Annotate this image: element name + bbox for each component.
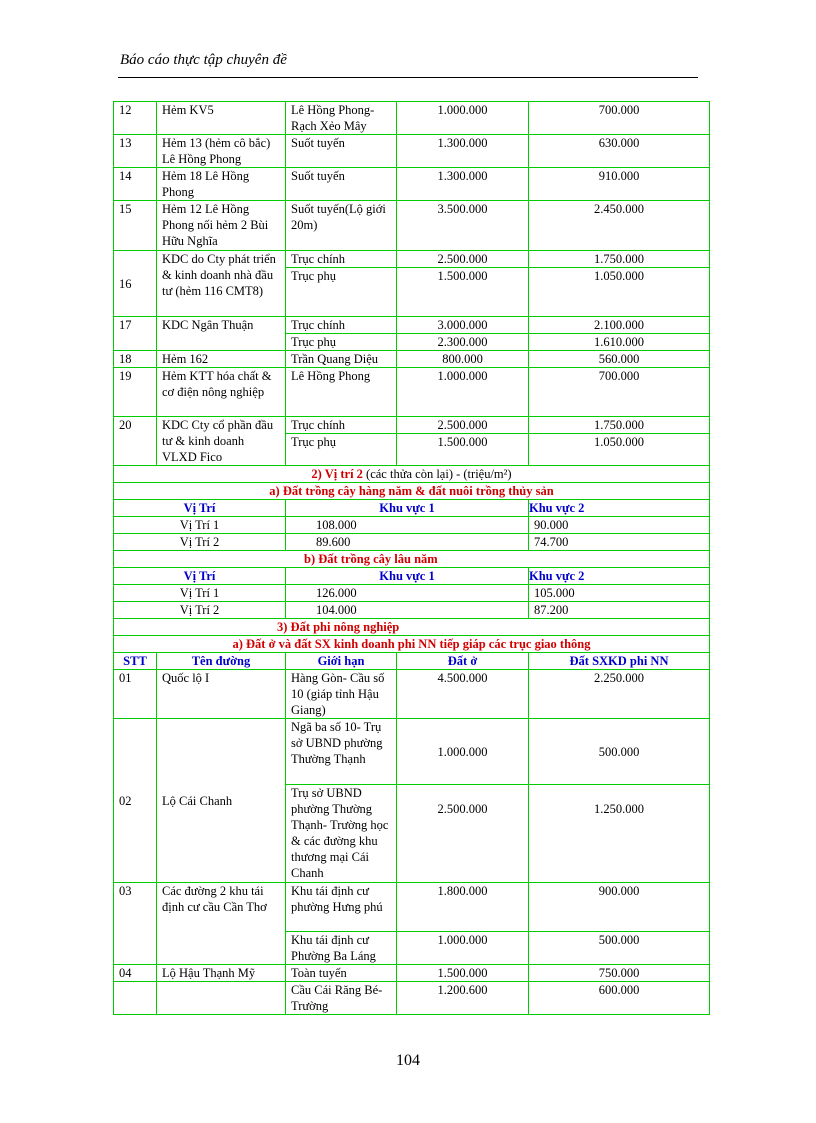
stt-cell: 04 [114,965,157,982]
position-cell: Vị Trí 2 [114,534,286,551]
residential-price-cell: 2.500.000 [397,785,529,883]
stt-cell: 18 [114,351,157,368]
business-price-cell: 900.000 [529,883,710,932]
stt-cell [114,982,157,1015]
zone1-cell: 89.600 [286,534,529,551]
street-cell: Quốc lộ I [157,670,286,719]
subsection-heading: a) Đất ở và đất SX kinh doanh phi NN tiếp giáp các trục giao thông [114,636,710,653]
table-header-row [114,653,710,670]
table-row [114,251,710,268]
running-header: Báo cáo thực tập chuyên đề [120,52,287,68]
limit-cell: Ngã ba số 10- Trụ sở UBND phường Thường Thạnh [286,719,397,785]
section-heading: 3) Đất phi nông nghiệp [114,619,710,636]
table-row [114,351,710,368]
limit-cell: Hàng Gòn- Cầu số 10 (giáp tỉnh Hậu Giang) [286,670,397,719]
residential-price-cell: 800.000 [397,351,529,368]
residential-price-cell: 1.300.000 [397,168,529,201]
street-cell: Hẻm KTT hóa chất & cơ điện nông nghiệp [157,368,286,417]
zone1-cell: 104.000 [286,602,529,619]
stt-cell: 02 [114,719,157,883]
business-price-cell: 750.000 [529,965,710,982]
limit-cell: Trần Quang Diệu [286,351,397,368]
business-price-cell: 1.750.000 [529,417,710,434]
section-title: 2) Vị trí 2 [311,467,363,481]
street-cell: Hẻm KV5 [157,102,286,135]
zone2-cell: 90.000 [529,517,710,534]
position-cell: Vị Trí 1 [114,517,286,534]
business-price-cell: 560.000 [529,351,710,368]
zone2-cell: 87.200 [529,602,710,619]
business-price-cell: 2.100.000 [529,317,710,334]
residential-price-cell: 1.500.000 [397,965,529,982]
residential-price-cell: 1.500.000 [397,434,529,466]
business-price-cell: 2.450.000 [529,201,710,251]
column-header: Vị Trí [114,568,286,585]
residential-price-cell: 1.800.000 [397,883,529,932]
business-price-cell: 630.000 [529,135,710,168]
table-row [114,135,710,168]
column-header: Khu vực 2 [529,500,710,517]
business-price-cell: 910.000 [529,168,710,201]
section-note: (các thửa còn lại) - (triệu/m²) [366,467,512,481]
residential-price-cell: 1.500.000 [397,268,529,317]
column-header: Vị Trí [114,500,286,517]
column-header: Khu vực 1 [286,500,529,517]
residential-price-cell: 1.300.000 [397,135,529,168]
limit-cell: Cầu Cái Răng Bé- Trường [286,982,397,1015]
business-price-cell: 1.750.000 [529,251,710,268]
limit-cell: Khu tái định cư phường Hưng phú [286,883,397,932]
limit-cell: Lê Hồng Phong [286,368,397,417]
business-price-cell: 1.050.000 [529,434,710,466]
street-cell: Hẻm 13 (hẻm cô bắc) Lê Hồng Phong [157,135,286,168]
land-price-table [113,101,710,1015]
limit-cell: Toàn tuyến [286,965,397,982]
table-row [114,317,710,334]
business-price-cell: 1.610.000 [529,334,710,351]
table-row [114,368,710,417]
section-heading [114,466,710,483]
residential-price-cell: 1.000.000 [397,368,529,417]
table-row [114,883,710,932]
zone2-cell: 105.000 [529,585,710,602]
column-header: Khu vực 2 [529,568,710,585]
residential-price-cell: 2.300.000 [397,334,529,351]
table-row [114,982,710,1015]
limit-cell: Trục chính [286,317,397,334]
subsection-heading-row [114,551,710,568]
zone1-cell: 126.000 [286,585,529,602]
business-price-cell: 1.250.000 [529,785,710,883]
residential-price-cell: 1.200.600 [397,982,529,1015]
stt-cell: 15 [114,201,157,251]
stt-cell: 16 [114,251,157,317]
limit-cell: Trục phụ [286,268,397,317]
limit-cell: Suốt tuyến [286,168,397,201]
stt-cell: 17 [114,317,157,351]
residential-price-cell: 2.500.000 [397,251,529,268]
column-header: Khu vực 1 [286,568,529,585]
residential-price-cell: 3.000.000 [397,317,529,334]
residential-price-cell: 1.000.000 [397,719,529,785]
table-row [114,670,710,719]
zone2-cell: 74.700 [529,534,710,551]
limit-cell: Trục chính [286,417,397,434]
street-cell: KDC Cty cổ phần đầu tư & kinh doanh VLXD Fico [157,417,286,466]
zone1-cell: 108.000 [286,517,529,534]
stt-cell: 12 [114,102,157,135]
limit-cell: Trụ sở UBND phường Thường Thạnh- Trường học & các đường khu thương mại Cái Chanh [286,785,397,883]
residential-price-cell: 1.000.000 [397,932,529,965]
page-number: 104 [396,1052,420,1069]
stt-cell: 19 [114,368,157,417]
limit-cell: Suốt tuyến(Lộ giới 20m) [286,201,397,251]
street-cell: Lộ Hậu Thạnh Mỹ [157,965,286,982]
business-price-cell: 700.000 [529,102,710,135]
table-row [114,417,710,434]
column-header: Tên đường [157,653,286,670]
street-cell [157,982,286,1015]
residential-price-cell: 4.500.000 [397,670,529,719]
position-cell: Vị Trí 2 [114,602,286,619]
column-header: Đất SXKD phi NN [529,653,710,670]
position-cell: Vị Trí 1 [114,585,286,602]
limit-cell: Trục phụ [286,334,397,351]
section-heading-row [114,466,710,483]
stt-cell: 13 [114,135,157,168]
subsection-heading-row [114,483,710,500]
limit-cell: Khu tái định cư Phường Ba Láng [286,932,397,965]
street-cell: Hẻm 162 [157,351,286,368]
street-cell: Hẻm 18 Lê Hồng Phong [157,168,286,201]
table-row [114,965,710,982]
business-price-cell: 500.000 [529,719,710,785]
subsection-heading: b) Đất trồng cây lâu năm [114,551,710,568]
stt-cell: 03 [114,883,157,965]
column-header: Đất ở [397,653,529,670]
column-header: STT [114,653,157,670]
table-row [114,719,710,785]
business-price-cell: 600.000 [529,982,710,1015]
business-price-cell: 500.000 [529,932,710,965]
street-cell: Lộ Cái Chanh [157,719,286,883]
residential-price-cell: 3.500.000 [397,201,529,251]
business-price-cell: 2.250.000 [529,670,710,719]
residential-price-cell: 1.000.000 [397,102,529,135]
table-row [114,517,710,534]
column-header: Giới hạn [286,653,397,670]
table-header-row [114,568,710,585]
subsection-heading: a) Đất trồng cây hàng năm & đất nuôi trồng thủy sản [114,483,710,500]
table-row [114,201,710,251]
stt-cell: 20 [114,417,157,466]
stt-cell: 14 [114,168,157,201]
table-header-row [114,500,710,517]
street-cell: Các đường 2 khu tái định cư cầu Cần Thơ [157,883,286,965]
limit-cell: Trục chính [286,251,397,268]
header-rule [118,77,698,78]
business-price-cell: 700.000 [529,368,710,417]
business-price-cell: 1.050.000 [529,268,710,317]
table-row [114,534,710,551]
street-cell: KDC Ngân Thuận [157,317,286,351]
residential-price-cell: 2.500.000 [397,417,529,434]
table-row [114,602,710,619]
limit-cell: Lê Hồng Phong- Rạch Xẻo Mây [286,102,397,135]
subsection-heading-row [114,636,710,653]
limit-cell: Suốt tuyến [286,135,397,168]
limit-cell: Trục phụ [286,434,397,466]
street-cell: Hẻm 12 Lê Hồng Phong nối hẻm 2 Bùi Hữu Nghĩa [157,201,286,251]
table-row [114,168,710,201]
street-cell: KDC do Cty phát triển & kinh doanh nhà đầu tư (hẻm 116 CMT8) [157,251,286,317]
section-heading-row [114,619,710,636]
table-row [114,102,710,135]
table-row [114,585,710,602]
stt-cell: 01 [114,670,157,719]
